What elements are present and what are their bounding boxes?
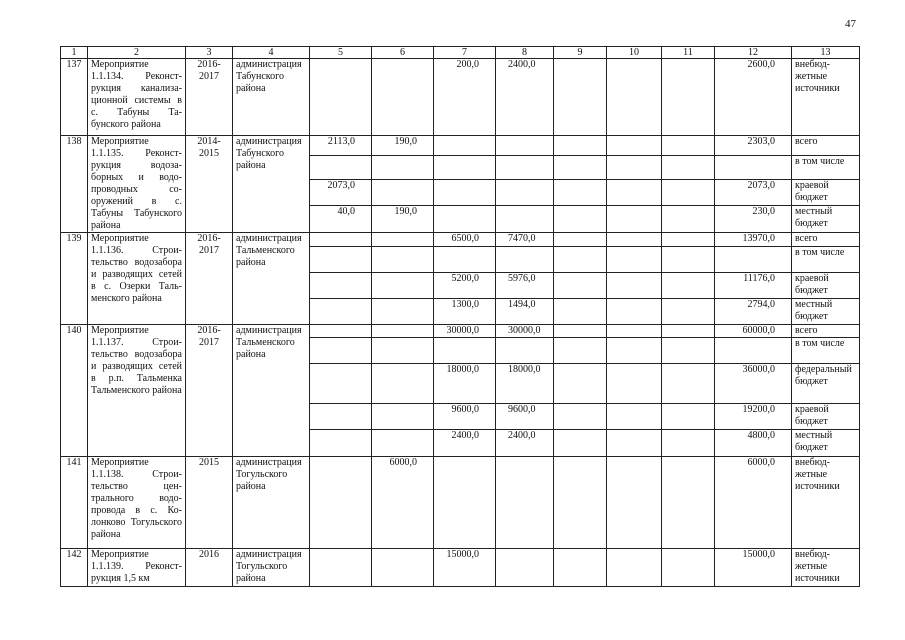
value-col6: [372, 156, 434, 180]
funding-source: внебюджетные источники: [792, 59, 860, 136]
row-id: 137: [61, 59, 88, 136]
value-col7: 200,0: [434, 59, 496, 136]
column-header: 13: [792, 47, 860, 59]
value-col7: [434, 457, 496, 549]
value-col8: [496, 457, 554, 549]
value-col10: [607, 247, 662, 273]
value-col8: [496, 156, 554, 180]
value-col10: [607, 325, 662, 338]
column-header: 4: [233, 47, 310, 59]
value-col8: [496, 180, 554, 206]
value-total: 11176,0: [715, 273, 792, 299]
value-col7: 1300,0: [434, 299, 496, 325]
value-col9: [554, 325, 607, 338]
value-col7: 9600,0: [434, 404, 496, 430]
value-col6: [372, 430, 434, 457]
funding-source: краевой бюджет: [792, 273, 860, 299]
row-id: 139: [61, 233, 88, 325]
column-header: 10: [607, 47, 662, 59]
value-col6: [372, 180, 434, 206]
value-col9: [554, 156, 607, 180]
value-col9: [554, 338, 607, 364]
value-col8: [496, 338, 554, 364]
value-col10: [607, 457, 662, 549]
column-header: 9: [554, 47, 607, 59]
value-col9: [554, 273, 607, 299]
value-col6: 190,0: [372, 136, 434, 156]
measure-description: Мероприятие 1.1.135. Реконструкция водозаборных и водопроводных сооружений в с. Табуны Табунского района: [88, 136, 186, 233]
table-row: [61, 549, 860, 587]
table-row: [61, 136, 860, 156]
funding-source: в том числе: [792, 338, 860, 364]
value-col8: 30000,0: [496, 325, 554, 338]
measure-description: Мероприятие 1.1.134. Реконструкция канализационной системы в с. Табуны Табунского района: [88, 59, 186, 136]
row-id: 141: [61, 457, 88, 549]
value-col9: [554, 299, 607, 325]
value-col10: [607, 338, 662, 364]
value-col9: [554, 364, 607, 404]
funding-source: местный бюджет: [792, 299, 860, 325]
value-col10: [607, 273, 662, 299]
measure-description: Мероприятие 1.1.137. Строительство водозабора и разводящих сетей в р.п. Тальменка Тальменского района: [88, 325, 186, 457]
funding-source: всего: [792, 325, 860, 338]
executor: администрация Тальменского района: [233, 233, 310, 325]
value-total: 4800,0: [715, 430, 792, 457]
value-col11: [662, 430, 715, 457]
executor: администрация Табунского района: [233, 59, 310, 136]
funding-source: всего: [792, 233, 860, 247]
value-col5: [310, 273, 372, 299]
value-col5: [310, 404, 372, 430]
value-col10: [607, 364, 662, 404]
column-header: 7: [434, 47, 496, 59]
value-col9: [554, 247, 607, 273]
value-col7: [434, 136, 496, 156]
column-header: 12: [715, 47, 792, 59]
value-col11: [662, 180, 715, 206]
value-col9: [554, 404, 607, 430]
value-col6: [372, 338, 434, 364]
value-col11: [662, 364, 715, 404]
value-col10: [607, 136, 662, 156]
value-col6: [372, 325, 434, 338]
table-row: [61, 59, 860, 136]
funding-source: местный бюджет: [792, 430, 860, 457]
column-header: 2: [88, 47, 186, 59]
value-col9: [554, 59, 607, 136]
value-total: 19200,0: [715, 404, 792, 430]
value-col11: [662, 136, 715, 156]
measure-description: Мероприятие 1.1.138. Строительство центрального водопровода в с. Колонково Тогульского района: [88, 457, 186, 549]
value-col8: [496, 136, 554, 156]
value-col7: [434, 156, 496, 180]
value-col5: [310, 247, 372, 273]
executor: администрация Тогульского района: [233, 457, 310, 549]
value-col8: 1494,0: [496, 299, 554, 325]
row-id: 142: [61, 549, 88, 587]
value-col7: 15000,0: [434, 549, 496, 587]
value-col8: [496, 549, 554, 587]
value-col10: [607, 180, 662, 206]
value-col6: [372, 59, 434, 136]
value-col10: [607, 233, 662, 247]
value-col6: [372, 299, 434, 325]
funding-source: внебюджетные источники: [792, 549, 860, 587]
value-col5: [310, 364, 372, 404]
column-header: 6: [372, 47, 434, 59]
funding-source: внебюджетные источники: [792, 457, 860, 549]
funding-table: [60, 46, 860, 587]
value-col6: 6000,0: [372, 457, 434, 549]
column-header: 5: [310, 47, 372, 59]
value-total: [715, 156, 792, 180]
value-col10: [607, 206, 662, 233]
funding-source: краевой бюджет: [792, 404, 860, 430]
period: 2015: [186, 457, 233, 549]
table-row: [61, 233, 860, 247]
value-total: 2794,0: [715, 299, 792, 325]
value-col6: [372, 247, 434, 273]
value-col6: [372, 404, 434, 430]
period: 2016: [186, 549, 233, 587]
funding-source: краевой бюджет: [792, 180, 860, 206]
column-header: 8: [496, 47, 554, 59]
value-total: 2600,0: [715, 59, 792, 136]
value-col6: [372, 233, 434, 247]
value-total: 60000,0: [715, 325, 792, 338]
value-col8: [496, 247, 554, 273]
value-col10: [607, 404, 662, 430]
value-total: 230,0: [715, 206, 792, 233]
value-col5: 2073,0: [310, 180, 372, 206]
value-col6: [372, 549, 434, 587]
value-col9: [554, 206, 607, 233]
value-col9: [554, 136, 607, 156]
table-row: [61, 457, 860, 549]
value-total: 2073,0: [715, 180, 792, 206]
executor: администрация Табунского района: [233, 136, 310, 233]
value-col11: [662, 338, 715, 364]
value-col11: [662, 299, 715, 325]
value-col5: [310, 430, 372, 457]
value-col6: [372, 273, 434, 299]
value-col5: 2113,0: [310, 136, 372, 156]
value-col9: [554, 233, 607, 247]
value-col7: 5200,0: [434, 273, 496, 299]
value-col7: 6500,0: [434, 233, 496, 247]
value-col9: [554, 457, 607, 549]
value-col8: 2400,0: [496, 59, 554, 136]
value-col7: 18000,0: [434, 364, 496, 404]
value-total: 2303,0: [715, 136, 792, 156]
funding-source: федеральный бюджет: [792, 364, 860, 404]
value-col5: 40,0: [310, 206, 372, 233]
funding-source: всего: [792, 136, 860, 156]
value-total: 6000,0: [715, 457, 792, 549]
page-number: 47: [845, 18, 856, 30]
value-col8: 9600,0: [496, 404, 554, 430]
value-col7: [434, 338, 496, 364]
value-col7: 30000,0: [434, 325, 496, 338]
value-col5: [310, 457, 372, 549]
value-col8: 18000,0: [496, 364, 554, 404]
table-row: [61, 325, 860, 338]
value-col8: 2400,0: [496, 430, 554, 457]
value-col11: [662, 156, 715, 180]
column-header: 11: [662, 47, 715, 59]
value-col10: [607, 59, 662, 136]
value-col7: 2400,0: [434, 430, 496, 457]
value-col8: 5976,0: [496, 273, 554, 299]
value-total: 36000,0: [715, 364, 792, 404]
value-col7: [434, 206, 496, 233]
value-col11: [662, 325, 715, 338]
value-col11: [662, 233, 715, 247]
value-col5: [310, 338, 372, 364]
value-total: 15000,0: [715, 549, 792, 587]
value-col11: [662, 549, 715, 587]
value-col11: [662, 404, 715, 430]
value-col11: [662, 247, 715, 273]
period: 2016-2017: [186, 233, 233, 325]
value-col11: [662, 273, 715, 299]
value-col5: [310, 549, 372, 587]
value-col10: [607, 549, 662, 587]
measure-description: Мероприятие 1.1.136. Строительство водозабора и разводящих сетей в с. Озерки Тальменского района: [88, 233, 186, 325]
value-col11: [662, 206, 715, 233]
value-col6: [372, 364, 434, 404]
value-col5: [310, 325, 372, 338]
value-col11: [662, 457, 715, 549]
column-number-row: [61, 47, 860, 59]
executor: администрация Тальменского района: [233, 325, 310, 457]
row-id: 140: [61, 325, 88, 457]
value-col9: [554, 549, 607, 587]
value-total: [715, 247, 792, 273]
funding-source: в том числе: [792, 247, 860, 273]
column-header: 3: [186, 47, 233, 59]
value-col9: [554, 180, 607, 206]
column-header: 1: [61, 47, 88, 59]
period: 2016-2017: [186, 325, 233, 457]
period: 2016-2017: [186, 59, 233, 136]
value-col8: [496, 206, 554, 233]
value-col11: [662, 59, 715, 136]
funding-source: в том числе: [792, 156, 860, 180]
value-col10: [607, 156, 662, 180]
value-col5: [310, 233, 372, 247]
value-col10: [607, 430, 662, 457]
value-col7: [434, 247, 496, 273]
value-col5: [310, 299, 372, 325]
funding-source: местный бюджет: [792, 206, 860, 233]
value-total: [715, 338, 792, 364]
value-col7: [434, 180, 496, 206]
value-col5: [310, 156, 372, 180]
value-col5: [310, 59, 372, 136]
measure-description: Мероприятие 1.1.139. Реконструкция 1,5 км: [88, 549, 186, 587]
value-total: 13970,0: [715, 233, 792, 247]
value-col10: [607, 299, 662, 325]
executor: администрация Тогульского района: [233, 549, 310, 587]
value-col9: [554, 430, 607, 457]
value-col8: 7470,0: [496, 233, 554, 247]
value-col6: 190,0: [372, 206, 434, 233]
period: 2014-2015: [186, 136, 233, 233]
row-id: 138: [61, 136, 88, 233]
